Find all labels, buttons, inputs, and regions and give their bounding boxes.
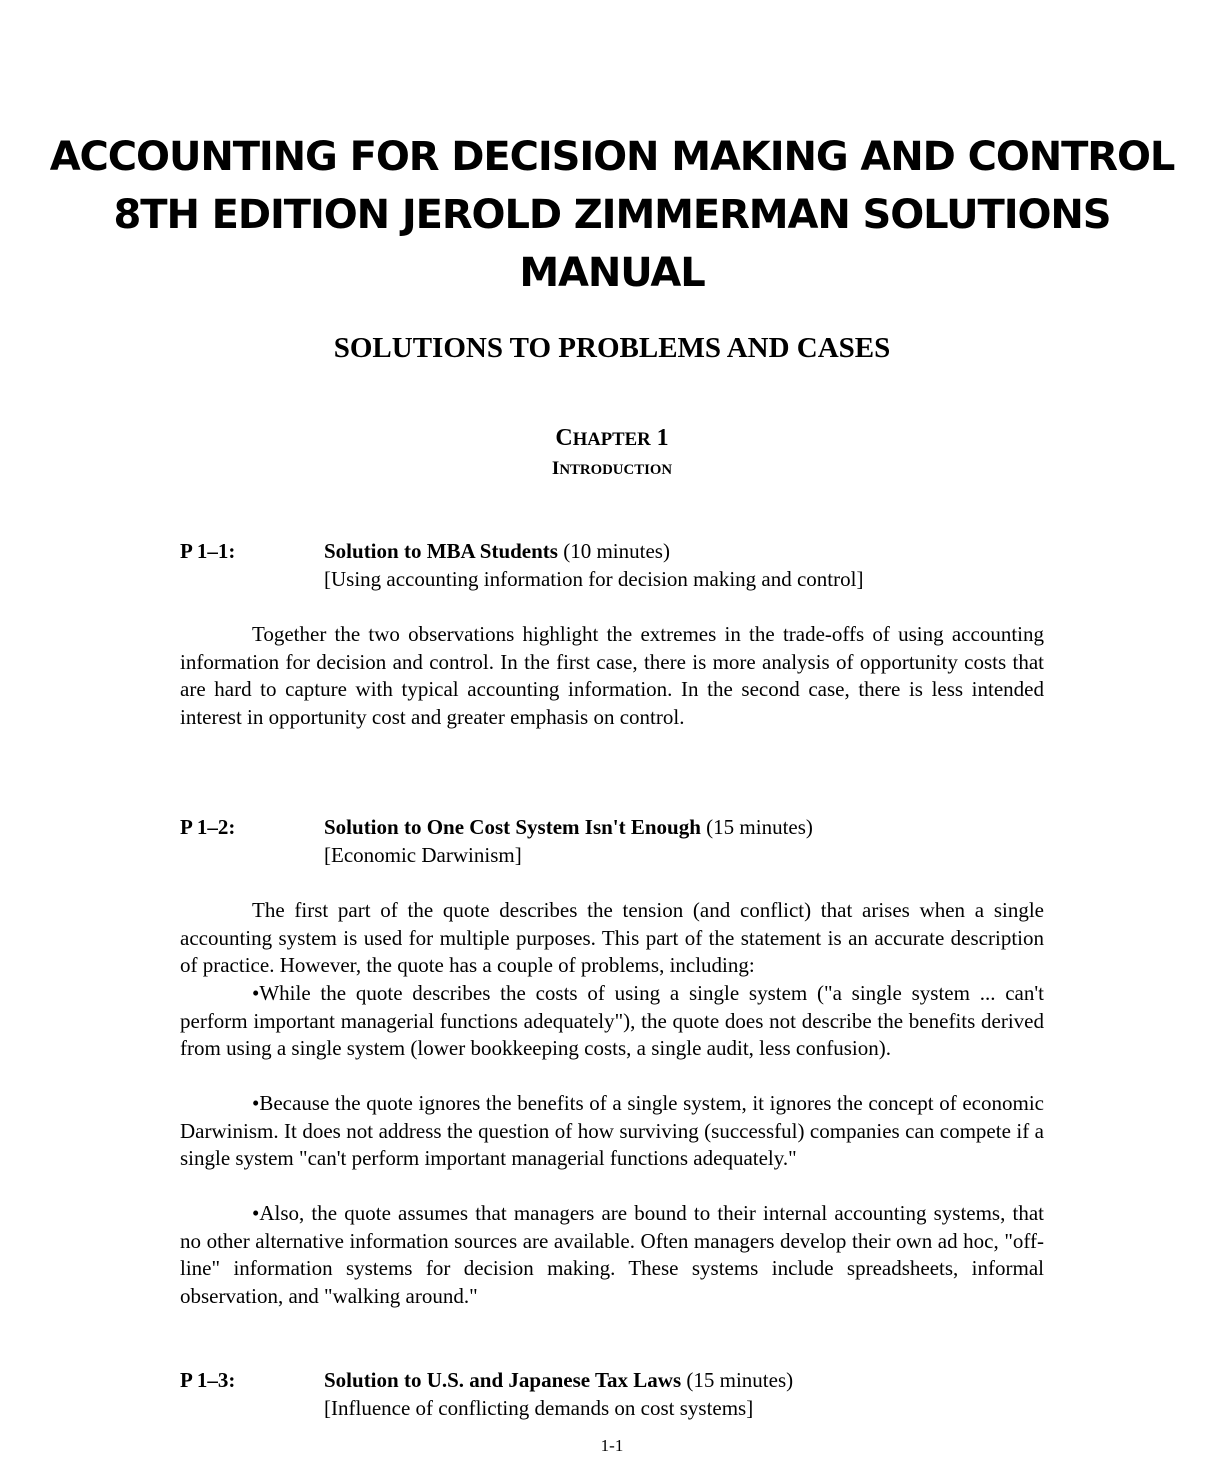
problem-number: P 1–1: — [180, 539, 236, 563]
problem-2-bullet-1: •While the quote describes the costs of using a single system ("a single system ... can't perform important managerial functions adequately"), the quote does not describe the benefits derived from using a single system (lower bookkeeping costs, a single audit, less confusion). — [180, 981, 1044, 1061]
chapter-name-initial: I — [551, 458, 560, 479]
problem-name: Solution to MBA Students — [324, 539, 558, 563]
problem-topic: [Influence of conflicting demands on cost systems] — [324, 1396, 754, 1420]
problem-name: Solution to One Cost System Isn't Enough — [324, 815, 701, 839]
problem-time: (15 minutes) — [686, 1368, 794, 1392]
document-subtitle: SOLUTIONS TO PROBLEMS AND CASES — [333, 332, 891, 364]
page-number: 1-1 — [600, 1436, 624, 1455]
document-title-line-2: 8TH EDITION JEROLD ZIMMERMAN SOLUTIONS — [113, 192, 1111, 238]
problem-title-block — [324, 813, 1044, 869]
document-title-line-1: ACCOUNTING FOR DECISION MAKING AND CONTROL — [49, 134, 1175, 180]
chapter-name-rest: NTRODUCTION — [559, 462, 673, 478]
problem-name: Solution to U.S. and Japanese Tax Laws — [324, 1368, 682, 1392]
problem-topic: [Using accounting information for decision making and control] — [324, 567, 864, 591]
chapter-label-rest: HAPTER — [572, 429, 651, 450]
problem-title-block — [324, 1366, 1044, 1422]
problem-time: (10 minutes) — [563, 539, 670, 563]
problem-number: P 1–3: — [180, 1368, 236, 1392]
document-title-line-3: MANUAL — [519, 250, 705, 296]
chapter-heading — [0, 423, 1224, 455]
problem-2-bullet-3: •Also, the quote assumes that managers are bound to their internal accounting systems, that no other alternative information sources are available. Often managers develop their own ad hoc, "off-line" information systems for decision making. These systems include spreadsheets, informal observation, and "walking around." — [180, 1201, 1044, 1308]
chapter-number: 1 — [656, 425, 669, 451]
chapter-label-initial: C — [555, 425, 573, 451]
problem-1-paragraph-1: Together the two observations highlight the extremes in the trade-offs of using accounting information for decision and control. In the first case, there is more analysis of opportunity costs that are hard to capture with typical accounting information. In the second case, there is less intended interest in opportunity cost and greater emphasis on control. — [180, 622, 1044, 729]
chapter-name — [0, 457, 1224, 482]
problem-number: P 1–2: — [180, 815, 236, 839]
problem-title-block — [324, 537, 1044, 593]
problem-2-bullet-2: •Because the quote ignores the benefits of a single system, it ignores the concept of economic Darwinism. It does not address the question of how surviving (successful) companies can compete if a single system "can't perform important managerial functions adequately." — [180, 1091, 1044, 1171]
problem-topic: [Economic Darwinism] — [324, 843, 522, 867]
problem-2-paragraph-1: The first part of the quote describes the tension (and conflict) that arises when a single accounting system is used for multiple purposes. This part of the statement is an accurate description of practice. However, the quote has a couple of problems, including: — [180, 898, 1044, 978]
problem-time: (15 minutes) — [706, 815, 813, 839]
